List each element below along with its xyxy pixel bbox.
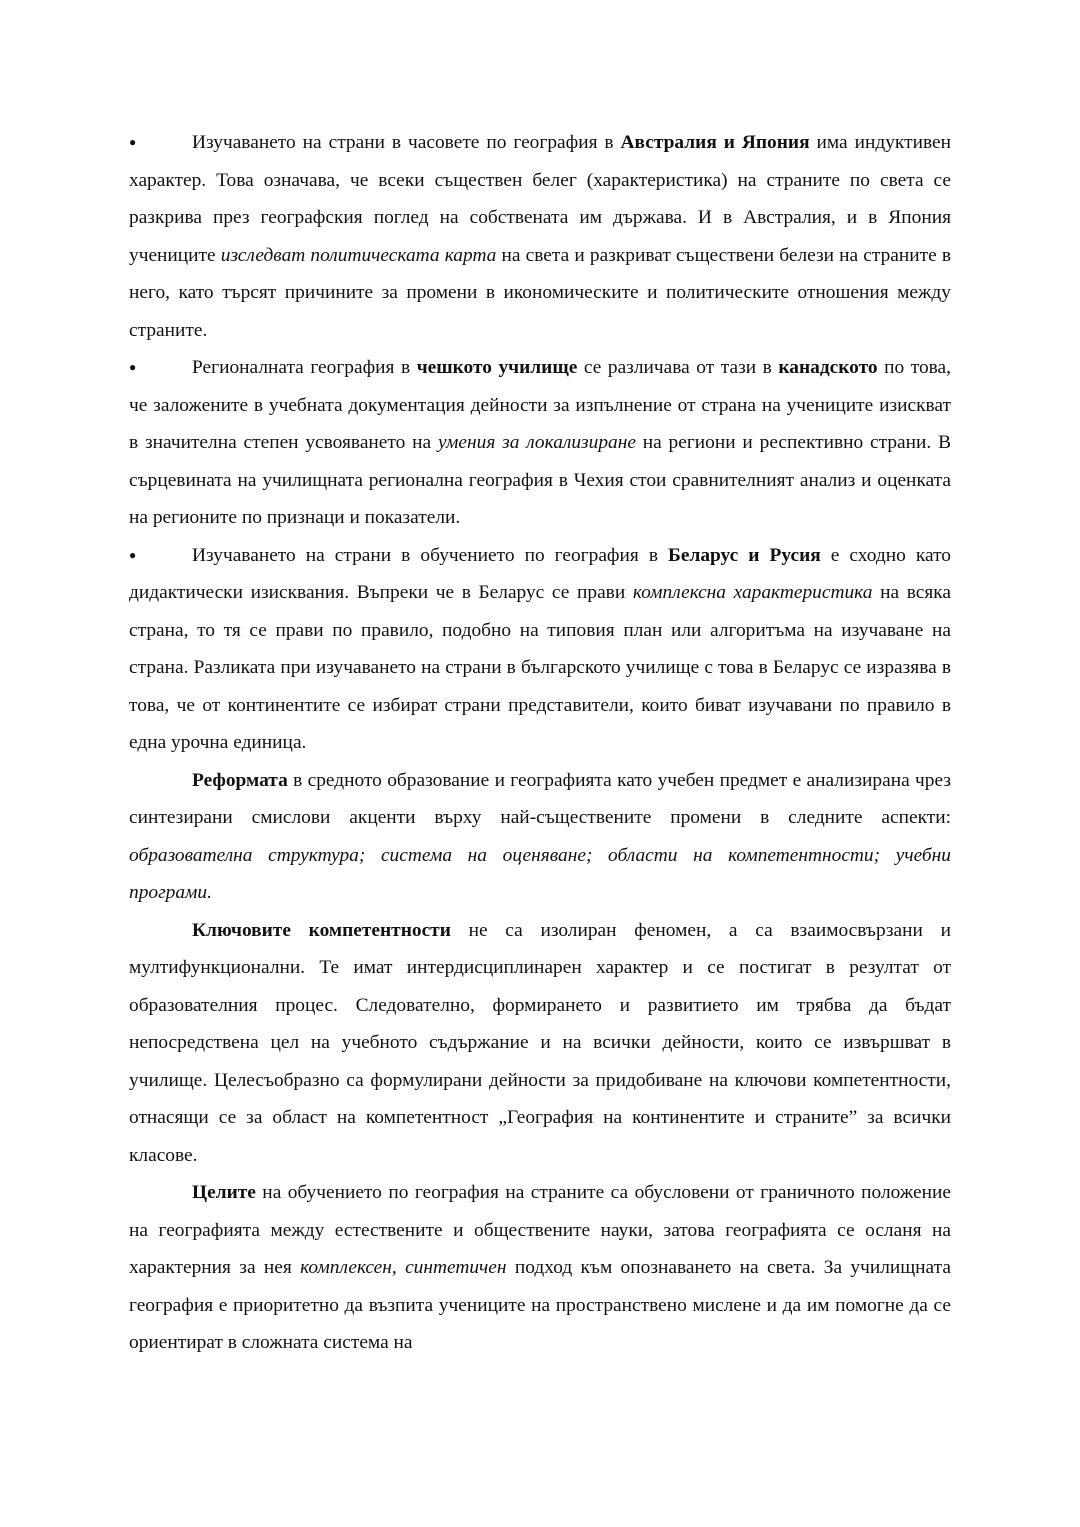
paragraph-reform	[129, 762, 951, 912]
text-segment: е сходно като дидактически изисквания. Въпреки че в Беларус се прави	[129, 544, 951, 603]
text-segment: Изучаването на страни в часовете по география в	[192, 132, 621, 153]
text-segment: в средното образование и географията като учебен предмет е анализирана чрез синтезирани смислови акценти върху най-съществените промени в следните аспекти:	[129, 769, 951, 828]
bold-segment: чешкото училище	[416, 357, 578, 378]
text-segment: не са изолиран феномен, а са взаимосвързани и мултифункционални. Те имат интердисциплинарен характер и се постигат в резултат от образователния процес. Следователно, формирането и развитието им трябва да бъдат непосредствена цел на учебното съдържание и на всички дейности, които се извършват в училище. Целесъобразно са формулирани дейности за придобиване на ключови компетентности, отнасящи се за област на компетентност „География на континентите и страните” за всички класове.	[129, 919, 951, 1166]
bullet-dot: ●	[129, 135, 137, 149]
bold-segment: Реформата	[192, 769, 288, 791]
text-segment: на региони и респективно страни. В сърцевината на училищната регионална география в Чехия стои сравнителният анализ и оценката на регионите по признаци и показатели.	[129, 432, 952, 528]
text-segment: на света и разкриват съществени белези на страните в него, като търсят причините за промени в икономическите и политическите отношения между страните.	[129, 244, 952, 341]
bold-segment: Ключовите компетентности	[192, 919, 451, 941]
document-page	[129, 124, 951, 1362]
paragraph-key-competences	[129, 912, 951, 1175]
text-segment: на всяка страна, то тя се прави по правило, подобно на типовия план или алгоритъма на изучаване на страна. Разликата при изучаването на страни в българското училище с това в Беларус се изразява в това, че от континентите се избират страни представители, които биват изучавани по правило в една урочна единица.	[129, 582, 952, 753]
italic-segment: комплексен, синтетичен	[300, 1257, 507, 1278]
italic-segment: комплексна характеристика	[632, 582, 873, 603]
text-segment: Регионалната география в	[192, 357, 417, 378]
bold-segment: Австралия и Япония	[620, 132, 810, 153]
bullet-dot: ●	[129, 547, 137, 562]
bullet-paragraph-czech-canada	[129, 349, 951, 537]
bold-segment: Беларус и Русия	[668, 544, 821, 566]
paragraph-goals	[129, 1174, 951, 1362]
bold-segment: Целите	[192, 1182, 256, 1203]
italic-segment: умения за локализиране	[437, 432, 636, 453]
italic-segment: изследват политическата карта	[220, 244, 497, 266]
text-segment: се различава от тази в	[577, 357, 779, 378]
bullet-dot: ●	[129, 360, 137, 374]
text-segment: по това, че заложените в учебната документация дейности за изпълнение от страна на учениците изискват в значителна степен усвояването на	[129, 357, 951, 453]
text-segment: има индуктивен характер. Това означава, че всеки съществен белег (характеристика) на страните по света се разкрива през географския поглед на собствената им държава. И в Австралия, и в Япония учениците	[129, 132, 951, 266]
text-segment: Изучаването на страни в обучението по география в	[192, 544, 669, 566]
bullet-paragraph-belarus-russia	[129, 537, 951, 762]
bullet-paragraph-australia-japan	[129, 124, 951, 349]
text-segment: подход към опознаването на света. За училищната география е приоритетно да възпита учениците на пространствено мислене и да им помогне да се ориентират в сложната система на	[129, 1257, 951, 1353]
text-segment: на обучението по география на страните са обусловени от граничното положение на географията между естествените и обществените науки, затова географията се осланя на характерния за нея	[129, 1182, 951, 1278]
bold-segment: канадското	[778, 357, 878, 378]
italic-segment: образователна структура; система на оценяване; области на компетентности; учебни програми.	[129, 844, 951, 903]
